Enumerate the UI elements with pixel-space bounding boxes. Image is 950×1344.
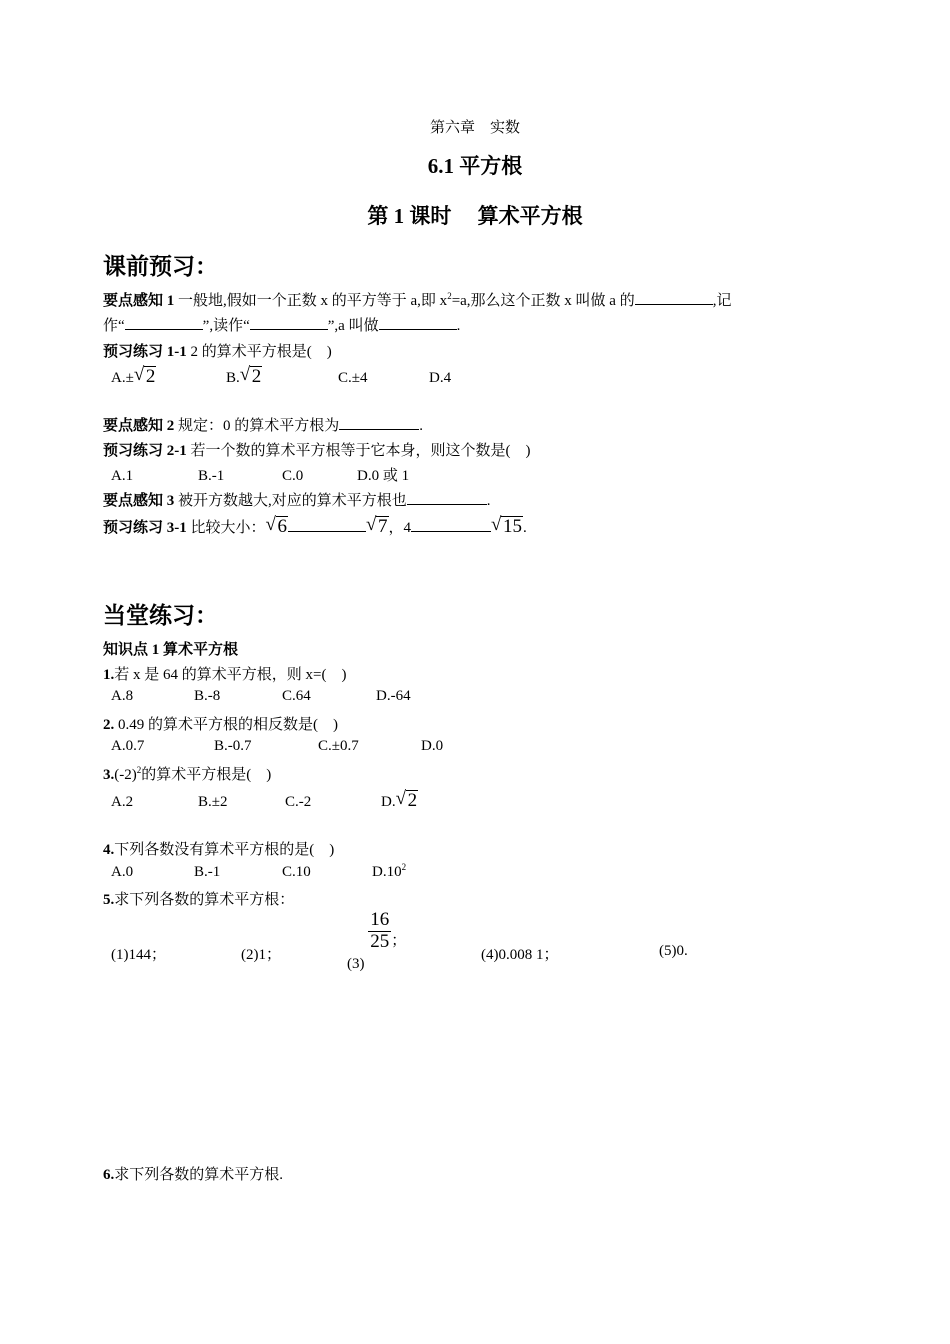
point3-label: 要点感知 3 — [103, 493, 175, 509]
q2-option-d[interactable]: D.0 — [421, 738, 444, 754]
ex11-options — [111, 366, 451, 387]
q3-opt-d-prefix: D. — [381, 794, 396, 810]
q4-options — [111, 862, 406, 881]
point1-label: 要点感知 1 — [103, 293, 175, 309]
q1-text: 若 x 是 64 的算术平方根，则 x=( ) — [114, 667, 347, 683]
q1-number: 1. — [103, 667, 115, 683]
sqrt-sign: √ 2 — [133, 364, 156, 387]
ex31-text: 比较大小： — [186, 520, 266, 536]
blank-6[interactable] — [407, 491, 487, 505]
q3-text-a: (-2) — [114, 767, 137, 783]
q4-option-b[interactable]: B.-1 — [194, 864, 221, 880]
q1-options — [111, 688, 411, 705]
blank-5[interactable] — [339, 416, 419, 430]
q5-number: 5. — [103, 892, 115, 908]
blank-3[interactable] — [250, 316, 328, 330]
q4-opt-d-text: D.10 — [372, 864, 402, 880]
ex11-opt-a-prefix: A.± — [111, 370, 134, 386]
q1-question — [103, 663, 346, 684]
ex11-opt-b-radicand: 2 — [251, 366, 262, 387]
q4-option-d[interactable] — [372, 862, 406, 881]
q3-option-b[interactable]: B.±2 — [198, 794, 228, 810]
q3-number: 3. — [103, 767, 115, 783]
ex11-option-c[interactable]: C.±4 — [338, 370, 368, 386]
ex31-radicand-2: 7 — [378, 516, 388, 537]
sqrt-sign: √ 15 — [491, 514, 523, 537]
q5-text: 求下列各数的算术平方根： — [114, 892, 295, 908]
q2-text: 0.49 的算术平方根的相反数是( ) — [114, 717, 338, 733]
q5-item-4: (4)0.008 1； — [481, 947, 559, 963]
q6-text: 求下列各数的算术平方根. — [114, 1167, 284, 1183]
point2-line — [103, 414, 423, 435]
q5-item-3-suffix: ； — [391, 932, 407, 949]
q3-sup: 2 — [136, 765, 142, 775]
ex21-label: 预习练习 2-1 — [103, 443, 187, 459]
q3-option-c[interactable]: C.-2 — [285, 794, 312, 810]
blank-1[interactable] — [635, 291, 713, 305]
fraction — [368, 910, 391, 953]
sqrt-sign: √ 2 — [239, 364, 262, 387]
q3-option-a[interactable]: A.2 — [111, 794, 134, 810]
ex11-opt-a-radicand: 2 — [145, 366, 156, 387]
ex21-options — [111, 464, 409, 485]
ex31-four: 4 — [403, 520, 412, 536]
q2-option-c[interactable]: C.±0.7 — [318, 738, 359, 754]
point2-end: . — [419, 418, 424, 434]
q5-item-5: (5)0. — [659, 943, 688, 959]
ex31-end: . — [523, 520, 527, 536]
q2-number: 2. — [103, 717, 115, 733]
point1-sup: 2 — [447, 291, 452, 301]
ex11-option-a[interactable] — [111, 366, 226, 387]
blank-2[interactable] — [125, 316, 203, 330]
q1-option-b[interactable]: B.-8 — [194, 688, 221, 704]
point1-text-b: =a,那么这个正数 x 叫做 a 的 — [451, 293, 635, 309]
q2-option-b[interactable]: B.-0.7 — [214, 738, 252, 754]
point1-line2 — [103, 314, 460, 335]
ex11-opt-b-prefix: B. — [226, 370, 240, 386]
knowledge-point-1: 知识点 1 算术平方根 — [103, 642, 239, 658]
sqrt-sign: √ 6 — [265, 514, 288, 537]
ex21-question — [103, 439, 531, 460]
point3-text: 被开方数越大,对应的算术平方根也 — [174, 493, 407, 509]
point3-line — [103, 489, 491, 510]
q4-option-a[interactable]: A.0 — [111, 864, 134, 880]
ex11-label: 预习练习 1-1 — [103, 344, 187, 360]
blank-8[interactable] — [411, 518, 491, 532]
ex11-option-b[interactable] — [226, 366, 338, 387]
ex21-option-b[interactable]: B.-1 — [198, 468, 225, 484]
practice-heading: 当堂练习： — [103, 603, 218, 628]
q5-item-1: (1)144； — [111, 947, 166, 963]
q1-option-c[interactable]: C.64 — [282, 688, 311, 704]
ex31-label: 预习练习 3-1 — [103, 520, 187, 536]
blank-7[interactable] — [288, 518, 366, 532]
fraction-numerator: 16 — [370, 909, 390, 930]
q5-question — [103, 888, 294, 909]
q2-options — [111, 738, 443, 755]
q4-number: 4. — [103, 842, 115, 858]
q4-question — [103, 838, 334, 859]
q5-item-3 — [347, 909, 407, 972]
point1-text-a: 一般地,假如一个正数 x 的平方等于 a,即 x — [174, 293, 448, 309]
ex21-option-a[interactable]: A.1 — [111, 468, 134, 484]
q3-opt-d-radicand: 2 — [407, 790, 418, 811]
q2-option-a[interactable]: A.0.7 — [111, 738, 145, 754]
q3-text-b: 的算术平方根是( ) — [141, 767, 272, 783]
point2-text: 规定：0 的算术平方根为 — [174, 418, 340, 434]
q4-option-c[interactable]: C.10 — [282, 864, 311, 880]
ex31-radicand-1: 6 — [277, 516, 288, 537]
q4-opt-d-sup: 2 — [401, 862, 407, 872]
q3-options — [111, 790, 418, 811]
q5-item-3-prefix: (3) — [347, 955, 365, 972]
ex21-option-c[interactable]: C.0 — [282, 468, 304, 484]
blank-4[interactable] — [379, 316, 457, 330]
ex31-line — [103, 516, 527, 537]
section-title: 6.1 平方根 — [427, 154, 523, 178]
q3-option-d[interactable] — [381, 790, 418, 811]
point3-end: . — [486, 493, 491, 509]
q4-text: 下列各数没有算术平方根的是( ) — [114, 842, 335, 858]
lesson-title: 第 1 课时 算术平方根 — [367, 204, 583, 228]
q2-question — [103, 713, 338, 734]
ex21-text: 若一个数的算术平方根等于它本身，则这个数是( ) — [186, 443, 531, 459]
q1-option-d[interactable]: D.-64 — [376, 688, 411, 704]
ex11-option-d[interactable]: D.4 — [429, 370, 452, 386]
ex31-radicand-3: 15 — [503, 516, 523, 537]
q5-item-2: (2)1； — [241, 947, 281, 963]
ex21-option-d[interactable]: D.0 或 1 — [357, 468, 410, 484]
point1-text-c: ,记 — [712, 293, 732, 309]
preview-heading: 课前预习： — [103, 254, 218, 279]
point1-line2-a: 作“ — [103, 318, 125, 334]
sqrt-sign: √ 2 — [395, 788, 418, 811]
chapter-title: 第六章 实数 — [429, 120, 520, 136]
q6-question — [103, 1163, 283, 1184]
ex11-text: 2 的算术平方根是( ) — [186, 344, 332, 360]
q3-question — [103, 763, 271, 784]
point1-line2-b: ”,读作“ — [202, 318, 250, 334]
q1-option-a[interactable]: A.8 — [111, 688, 134, 704]
point1-line1 — [103, 289, 731, 310]
sqrt-sign: √ 7 — [366, 514, 388, 537]
point1-line2-d: . — [456, 318, 461, 334]
point2-label: 要点感知 2 — [103, 418, 175, 434]
q6-number: 6. — [103, 1167, 115, 1183]
ex11-question — [103, 340, 332, 361]
point1-line2-c: ”,a 叫做 — [327, 318, 379, 334]
fraction-denominator: 25 — [370, 930, 390, 952]
ex31-comma: ， — [388, 520, 404, 536]
